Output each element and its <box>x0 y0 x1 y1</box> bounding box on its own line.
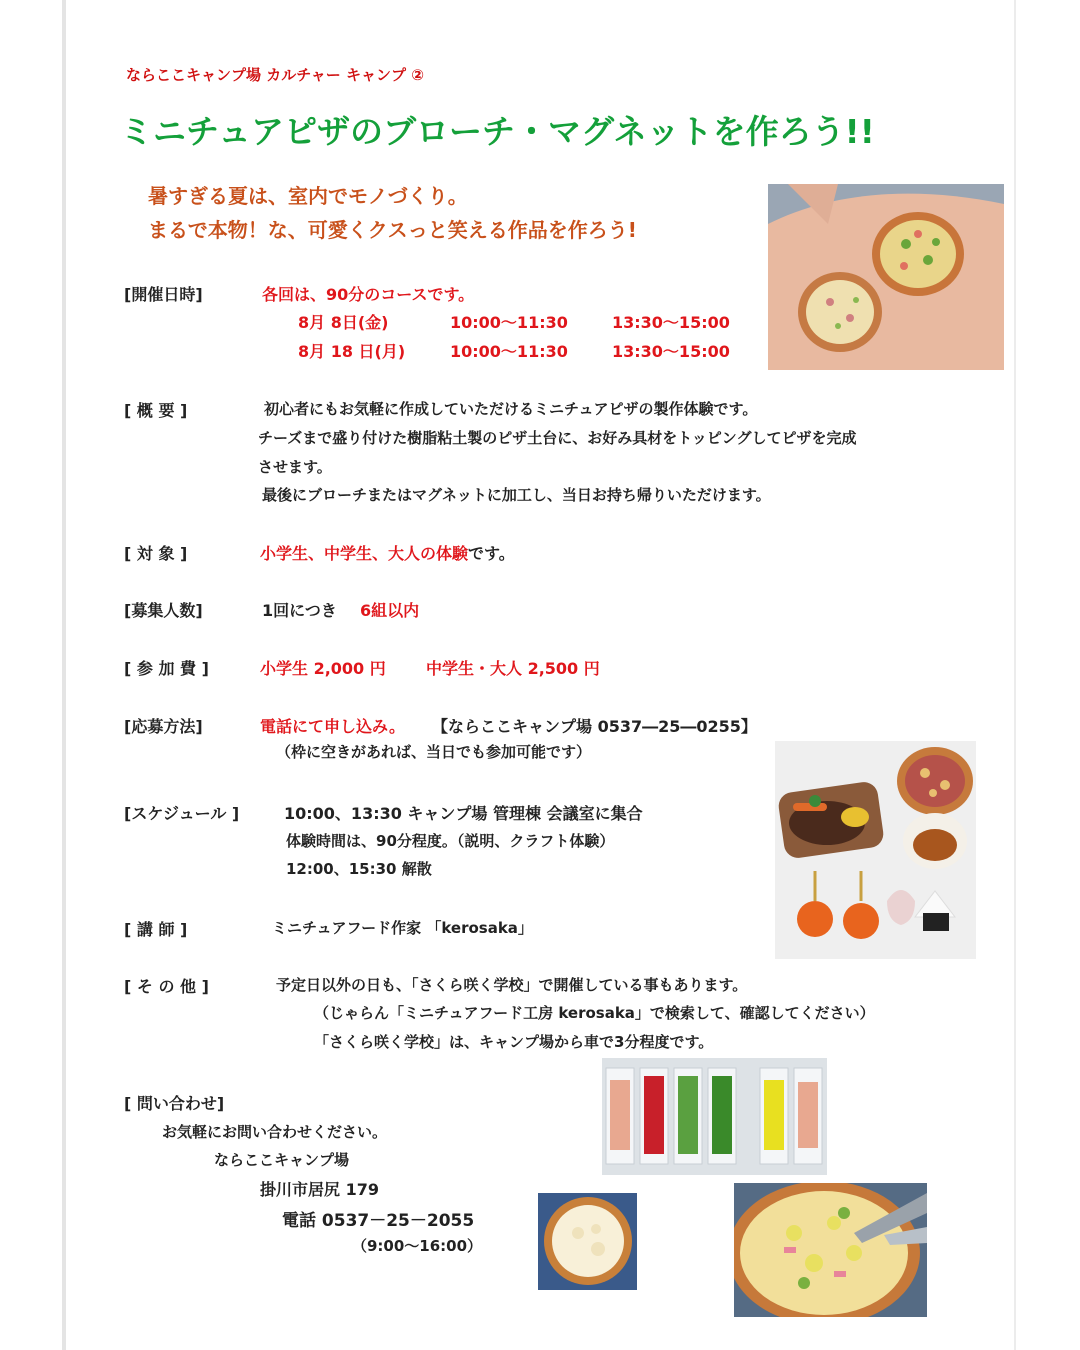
page-title: ミニチュアピザのブローチ・マグネットを作ろう!! <box>120 112 875 151</box>
date-row-1-pm: 13:30～15:00 <box>612 313 730 332</box>
target-label: [ 対 象 ] <box>124 544 188 563</box>
schedule-line-3: 12:00、15:30 解散 <box>286 860 432 878</box>
schedule-line-2: 体験時間は、90分程度。（説明、クラフト体験） <box>286 832 615 850</box>
page-right-border <box>1014 0 1016 1350</box>
other-label: [ そ の 他 ] <box>124 977 209 996</box>
fee-elementary: 小学生 2,000 円 <box>260 659 386 678</box>
target-text <box>260 541 515 564</box>
topping-case-photo <box>602 1058 827 1175</box>
other-line-3: 「さくら咲く学校」は、キャンプ場から車で3分程度です。 <box>314 1033 714 1051</box>
dates-intro: 各回は、90分のコースです。 <box>262 285 475 304</box>
hand-pizza-photo <box>768 184 1004 370</box>
overview-line-3: させます。 <box>258 458 332 476</box>
inquiry-address: 掛川市居尻 179 <box>260 1180 379 1199</box>
lead-line-1: 暑すぎる夏は、室内でモノづくり。 <box>148 184 468 208</box>
capacity-label: [募集人数] <box>124 601 203 620</box>
inquiry-place: ならここキャンプ場 <box>214 1151 350 1169</box>
target-rest: です。 <box>468 544 515 563</box>
fee-junior-adult: 中学生・大人 2,500 円 <box>426 659 600 678</box>
capacity-prefix: 1回につき <box>262 601 337 620</box>
cheese-pizza-photo <box>538 1193 637 1290</box>
target-red: 小学生、中学生、大人の体験 <box>260 544 469 563</box>
date-row-1: 8月 8日(金) <box>298 313 389 332</box>
overview-line-1: 初心者にもお気軽に作成していただけるミニチュアピザの製作体験です。 <box>264 400 758 418</box>
other-line-1: 予定日以外の日も、「さくら咲く学校」で開催している事もあります。 <box>276 976 748 994</box>
fee-label: [ 参 加 費 ] <box>124 659 209 678</box>
page-left-border <box>62 0 66 1350</box>
inquiry-phone: 電話 0537－25－2055 <box>282 1211 475 1231</box>
date-row-2-pm: 13:30～15:00 <box>612 342 730 361</box>
lead-line-2: まるで本物！な、可愛くクスっと笑える作品を作ろう! <box>148 218 637 242</box>
instructor-text: ミニチュアフード作家 「kerosaka」 <box>272 919 533 937</box>
dates-label: [開催日時] <box>124 285 203 304</box>
overview-line-2: チーズまで盛り付けた樹脂粘土製のピザ土台に、お好み具材をトッピングしてピザを完成 <box>258 429 857 447</box>
date-row-2: 8月 18 日(月) <box>298 342 406 361</box>
schedule-label: [スケジュール ] <box>124 804 240 823</box>
event-series-heading: ならここキャンプ場 カルチャー キャンプ ② <box>126 66 424 84</box>
date-row-1-am: 10:00～11:30 <box>450 313 568 332</box>
schedule-line-1: 10:00、13:30 キャンプ場 管理棟 会議室に集合 <box>284 804 643 823</box>
apply-method: 電話にて申し込み。 <box>260 717 405 736</box>
other-line-2: （じゃらん「ミニチュアフード工房 kerosaka」で検索して、確認してください） <box>314 1004 875 1022</box>
apply-note: （枠に空きがあれば、当日でも参加可能です） <box>276 743 592 761</box>
pizza-closeup-photo <box>734 1183 927 1317</box>
inquiry-hours: （9:00～16:00） <box>352 1237 483 1255</box>
overview-label: [ 概 要 ] <box>124 401 188 420</box>
apply-label: [応募方法] <box>124 717 203 736</box>
inquiry-label: [ 問い合わせ] <box>124 1094 225 1113</box>
miniature-food-photo <box>775 741 976 959</box>
overview-line-4: 最後にブローチまたはマグネットに加工し、当日お持ち帰りいただけます。 <box>262 486 771 504</box>
inquiry-line-1: お気軽にお問い合わせください。 <box>162 1123 388 1141</box>
date-row-2-am: 10:00～11:30 <box>450 342 568 361</box>
instructor-label: [ 講 師 ] <box>124 920 188 939</box>
apply-contact: 【ならここキャンプ場 0537―25―0255】 <box>432 717 757 736</box>
capacity-value: 6組以内 <box>360 601 420 620</box>
